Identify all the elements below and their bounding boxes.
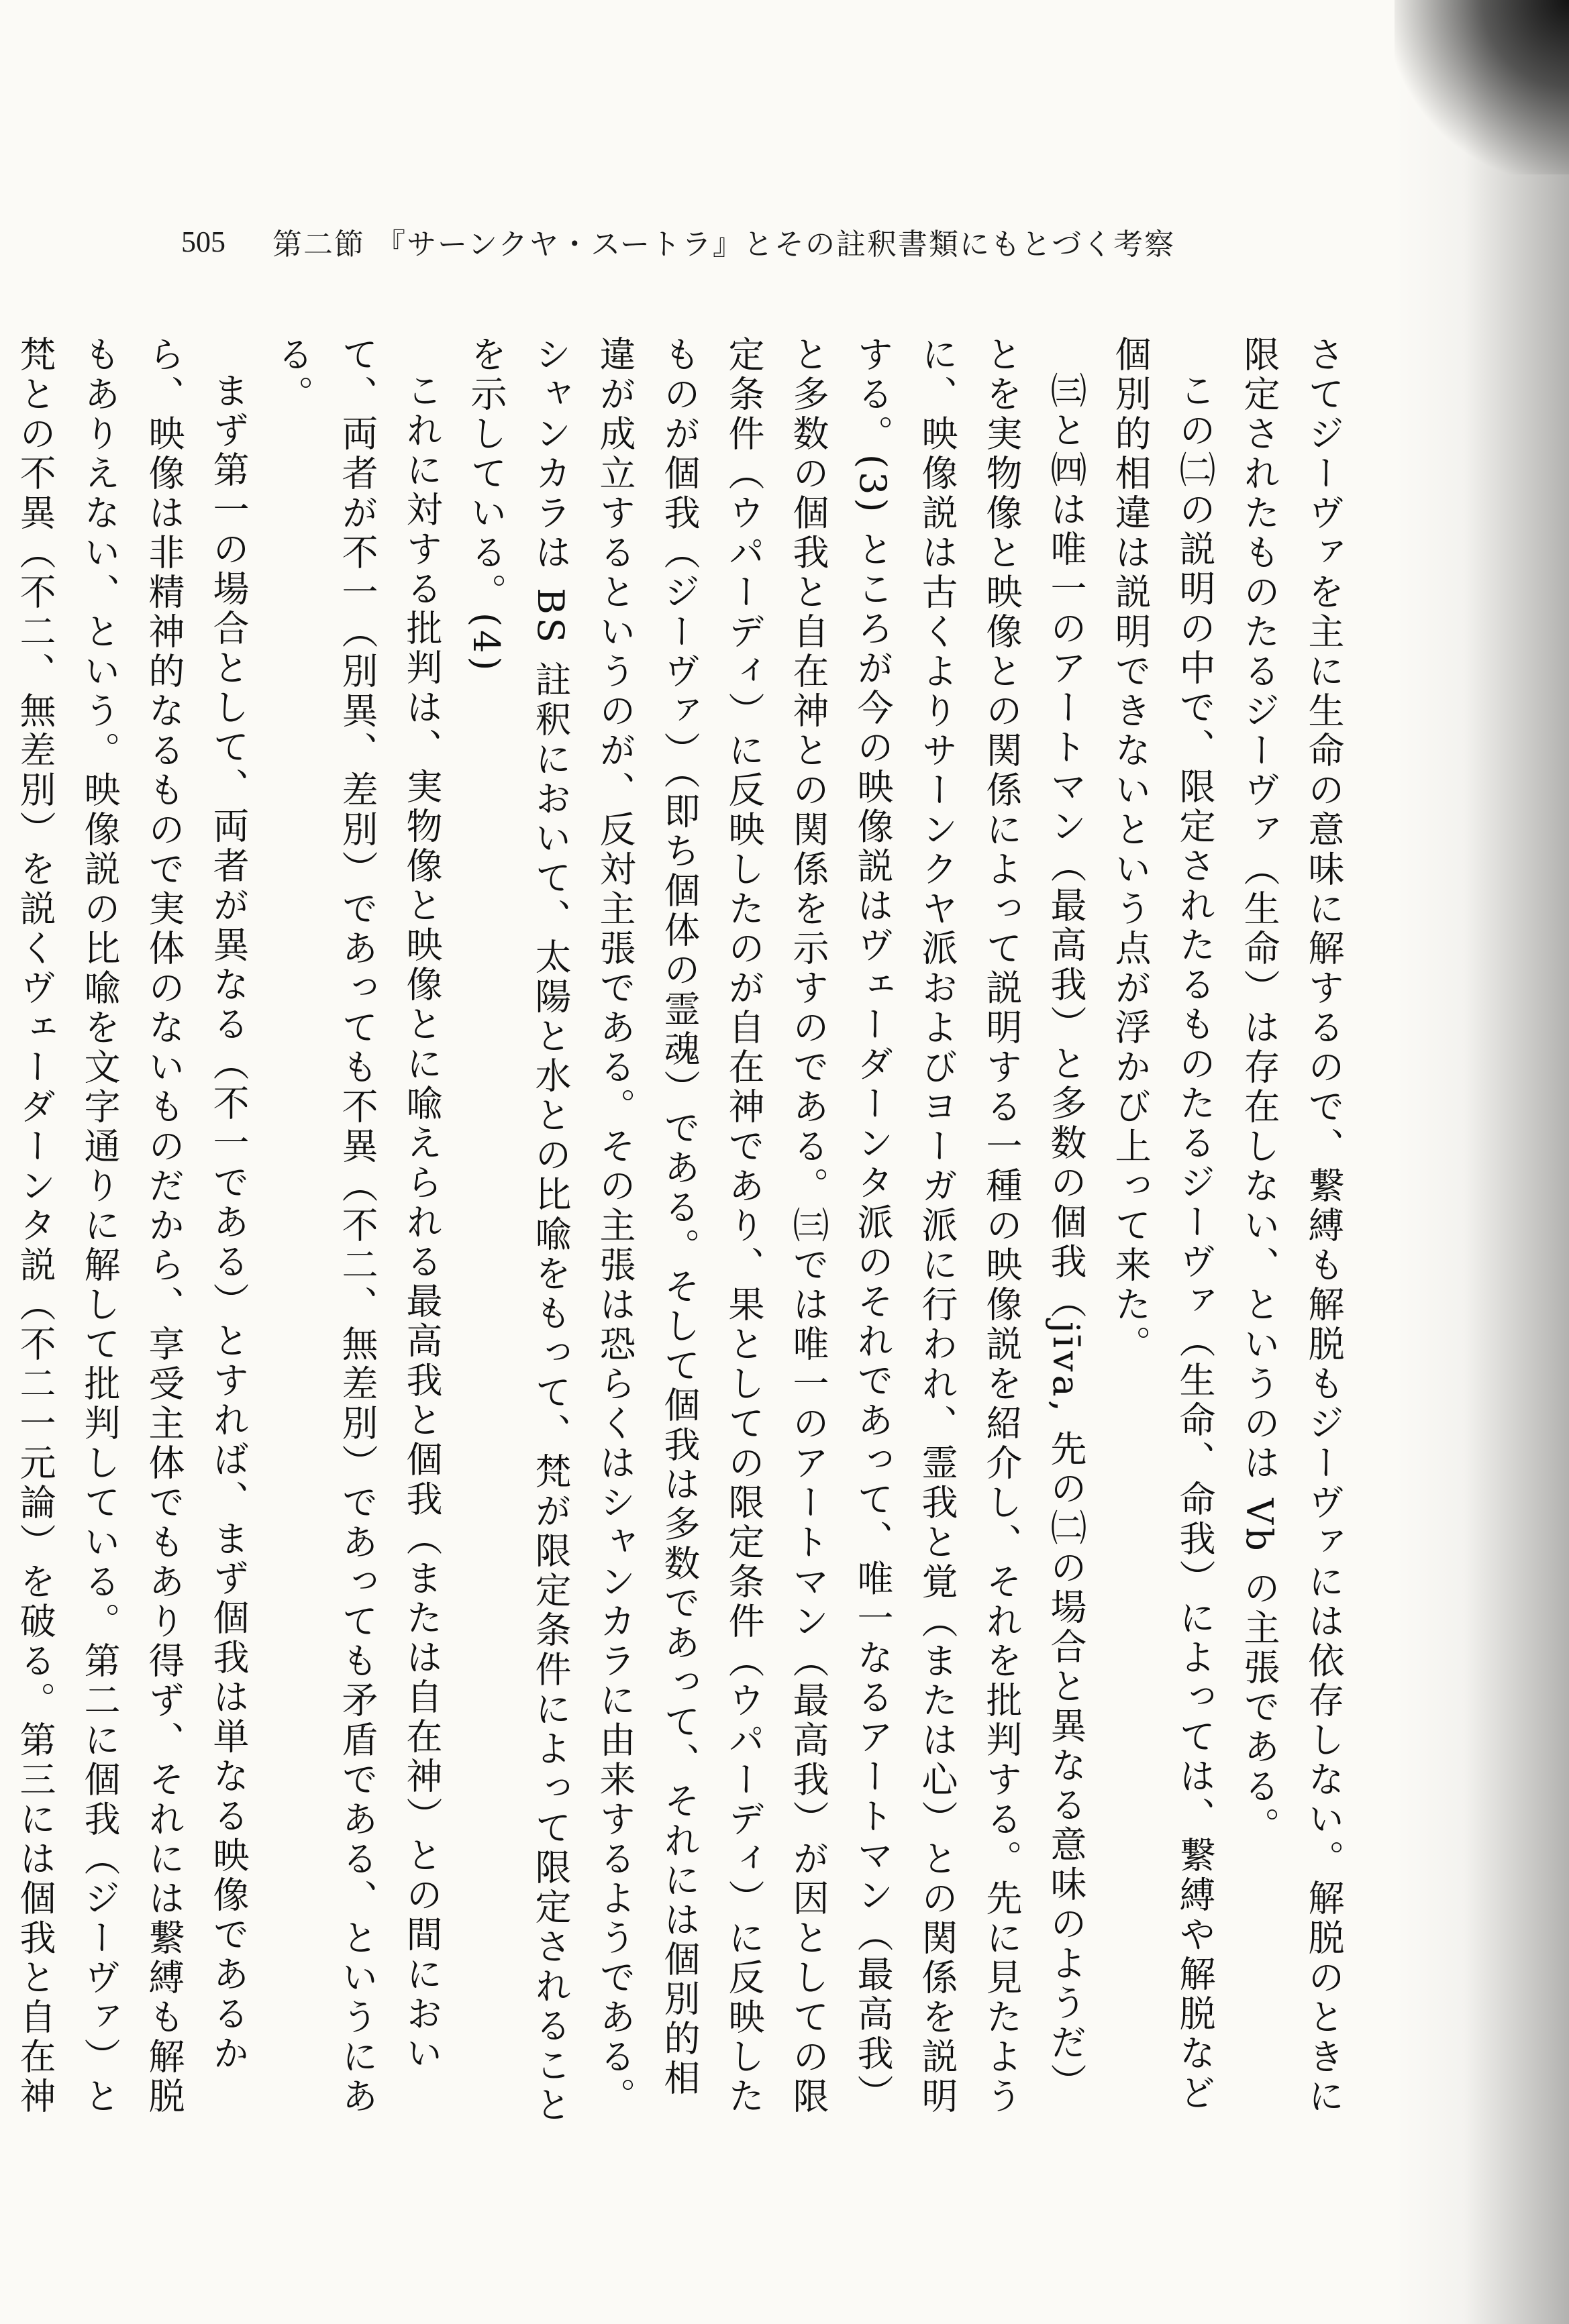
paragraph-5: まず第一の場合として、両者が異なる（不一である）とすれば、まず個我は単なる映像であるから、映像は非精神的なるもので実体のないものだから、享受主体でもあり得ず、それには繋縛も解脱もありえない、という。映像説の比喩を文字通りに解して批判している。第二に個我（ジーヴァ）と梵との不異（不二、無差別）を説くヴェーダーンタ説（不二一元論）を破る。第三には個我と自在神 (14, 335, 250, 2117)
binding-shadow (1395, 0, 1569, 2324)
corner-shadow (1395, 0, 1569, 174)
paragraph-2: この㈡の説明の中で、限定されたるものたるジーヴァ（生命、命我）によっては、繋縛や解脱など個別的相違は説明できないという点が浮かび上って来た。 (1109, 335, 1216, 2113)
paragraph-3: ㈢と㈣は唯一のアートマン（最高我）と多数の個我（jīva, 先の㈡の場合と異なる意味のようだ）とを実物像と映像との関係によって説明する一種の映像説を紹介し、それを批判する。先に見たように、映像説は古くよりサーンクヤ派およびヨーガ派に行われ、霊我と覚（または心）との関係を説明する。(3) ところが今の映像説はヴェーダーンタ派のそれであって、唯一なるアートマン（最高我）と多数の個我と自在神との関係を示すのである。㈢では唯一のアートマン（最高我）が因としての限定条件（ウパーディ）に反映したのが自在神であり、果としての限定条件（ウパーディ）に反映したものが個我（ジーヴァ）（即ち個体の霊魂）である。そして個我は多数であって、それには個別的相違が成立するというのが、反対主張である。その主張は恐らくはシャンカラに由来するようである。シャンカラは BS 註釈において、太陽と水との比喩をもって、梵が限定条件によって限定されることを示している。(4) (465, 335, 1087, 2126)
page-header (181, 218, 1176, 265)
paragraph-1: さてジーヴァを主に生命の意味に解するので、繋縛も解脱もジーヴァには依存しない。解脱のときに限定されたものたるジーヴァ（生命）は存在しない、というのは Vb の主張である。 (1238, 335, 1345, 2117)
paragraph-4: これに対する批判は、実物像と映像とに喩えられる最高我と個我（または自在神）との間において、両者が不一（別異、差別）であっても不異（不二、無差別）であっても矛盾である、というにある。 (272, 335, 443, 2117)
page-number: 505 (181, 225, 225, 258)
vertical-body-text (14, 335, 1356, 2133)
running-title: 第二節 『サーンクヤ・スートラ』とその註釈書類にもとづく考察 (272, 227, 1176, 262)
